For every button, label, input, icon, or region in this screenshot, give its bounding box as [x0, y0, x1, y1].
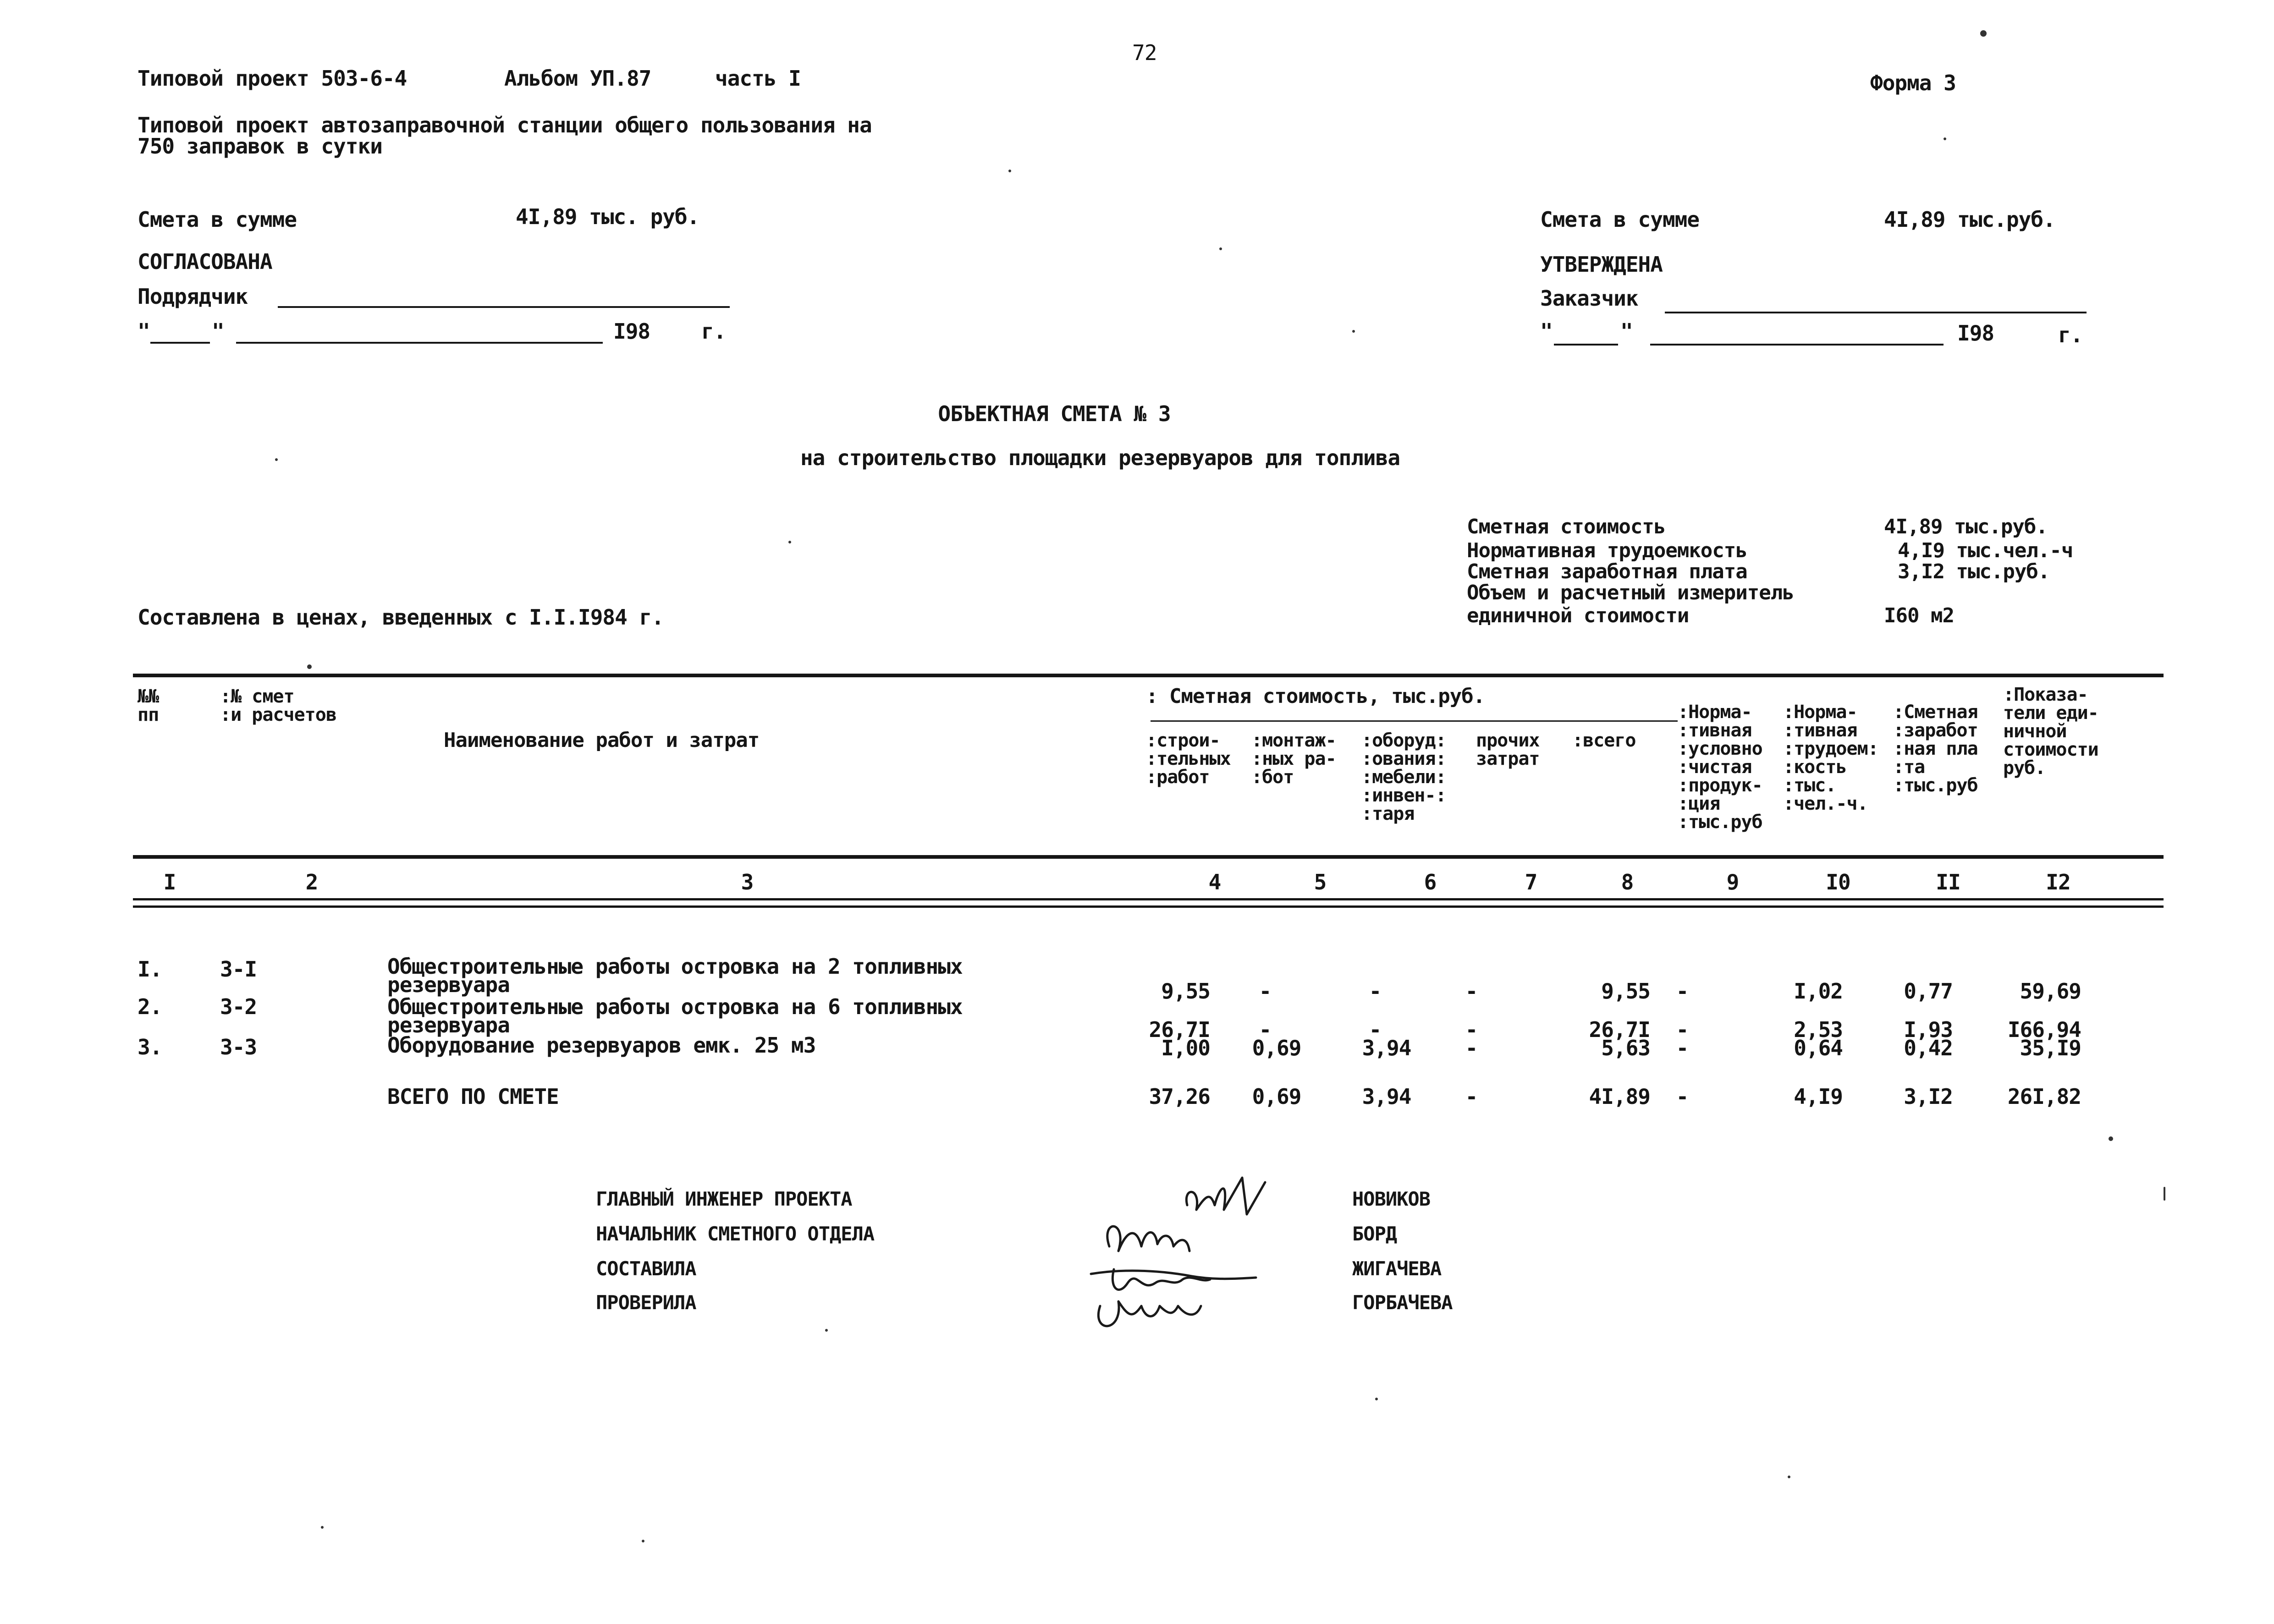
- total-installation: 0,69: [1252, 1084, 1301, 1109]
- total-wages: 3,I2: [1904, 1084, 1953, 1109]
- header-cost-group: : Сметная стоимость, тыс.руб.: [1146, 685, 1485, 708]
- speck: [2164, 1187, 2165, 1201]
- left-quote-open: ": [138, 319, 150, 344]
- right-quote-close: ": [1620, 319, 1633, 344]
- total-net-output: -: [1676, 1084, 1689, 1109]
- column-number: I0: [1826, 870, 1850, 894]
- column-number: 6: [1424, 870, 1437, 894]
- row-work-name-cont: резервуара: [387, 1013, 510, 1037]
- left-sum-label: Смета в сумме: [138, 207, 297, 232]
- column-number: I2: [2046, 870, 2070, 894]
- row-wages: I,93: [1904, 1017, 1953, 1042]
- header-labor: :Норма- :тивная :трудоем: :кость :тыс. :чел.-ч.: [1783, 702, 1878, 814]
- left-month-line: [236, 342, 603, 344]
- row-installation: -: [1259, 1017, 1272, 1042]
- speck: [1219, 247, 1222, 250]
- row-unit-cost: 59,69: [2020, 979, 2081, 1004]
- summary-label: Сметная заработная плата: [1467, 560, 1747, 583]
- row-estimate-ref: 3-2: [220, 994, 257, 1019]
- row-estimate-ref: 3-3: [220, 1035, 257, 1059]
- total-other: -: [1465, 1084, 1478, 1109]
- page-number: 72: [1132, 40, 1157, 65]
- column-number: 5: [1314, 870, 1327, 894]
- agreed-label: СОГЛАСОВАНА: [138, 249, 272, 274]
- header-equipment: :оборуд: :ования: :мебели: :инвен-: :таря: [1361, 730, 1446, 824]
- speck: [1375, 1398, 1378, 1400]
- speck: [788, 541, 791, 543]
- left-quote-close: ": [212, 319, 224, 344]
- signature-role: СОСТАВИЛА: [596, 1257, 696, 1280]
- summary-value: 3,I2 тыс.руб.: [1898, 560, 2050, 583]
- document-title: ОБЪЕКТНАЯ СМЕТА № 3: [938, 401, 1171, 426]
- header-construction: :строи- :тельных :работ: [1146, 730, 1231, 788]
- summary-value: I60 м2: [1884, 604, 1954, 627]
- summary-value: 4,I9 тыс.чел.-ч: [1898, 539, 2073, 562]
- row-installation: 0,69: [1252, 1036, 1301, 1060]
- header-row-number: №№ пп: [138, 686, 159, 725]
- row-labor: 0,64: [1794, 1036, 1843, 1060]
- signature-name: ГОРБАЧЕВА: [1352, 1291, 1453, 1314]
- row-labor: 2,53: [1794, 1017, 1843, 1042]
- signature-role: ПРОВЕРИЛА: [596, 1291, 696, 1314]
- speck: [275, 458, 278, 461]
- prices-note: Составлена в ценах, введенных с I.I.I984 г.: [138, 605, 664, 630]
- row-number: I.: [138, 957, 162, 982]
- row-net-output: -: [1676, 979, 1689, 1004]
- header-work-name: Наименование работ и затрат: [444, 729, 760, 752]
- left-year: I98: [613, 319, 650, 344]
- column-number: 2: [305, 870, 318, 894]
- column-number: 9: [1726, 870, 1739, 894]
- summary-label: единичной стоимости: [1467, 604, 1689, 627]
- header-installation: :монтаж- :ных ра- :бот: [1251, 730, 1336, 788]
- left-day-line: [150, 342, 210, 344]
- column-number: 7: [1525, 870, 1537, 894]
- left-year-suffix: г.: [701, 319, 726, 344]
- row-other: -: [1465, 979, 1478, 1004]
- row-estimate-ref: 3-I: [220, 957, 257, 982]
- summary-label: Объем и расчетный измеритель: [1467, 581, 1794, 604]
- total-label: ВСЕГО ПО СМЕТЕ: [387, 1084, 559, 1109]
- table-top-rule: [133, 674, 2164, 677]
- row-unit-cost: I66,94: [2007, 1017, 2081, 1042]
- row-other: -: [1465, 1017, 1478, 1042]
- summary-label: Сметная стоимость: [1467, 515, 1666, 538]
- row-work-name-cont: резервуара: [387, 972, 510, 997]
- header-unit-cost: :Показа- тели еди- ничной стоимости руб.: [2003, 684, 2098, 779]
- project-line: Типовой проект 503-6-4: [138, 66, 407, 91]
- row-equipment: -: [1369, 1017, 1382, 1042]
- right-sum-label: Смета в сумме: [1540, 207, 1700, 232]
- row-wages: 0,77: [1904, 979, 1953, 1004]
- approved-label: УТВЕРЖДЕНА: [1540, 252, 1663, 277]
- column-number: 4: [1208, 870, 1221, 894]
- signature-name: НОВИКОВ: [1352, 1188, 1431, 1210]
- row-number: 2.: [138, 994, 162, 1019]
- row-total: 5,63: [1601, 1036, 1650, 1060]
- project-title-line-1: Типовой проект автозаправочной станции общего пользования на: [138, 113, 872, 137]
- signature-role: ГЛАВНЫЙ ИНЖЕНЕР ПРОЕКТА: [596, 1188, 852, 1210]
- right-year: I98: [1957, 321, 1994, 346]
- part-label: часть I: [715, 66, 801, 91]
- header-estimate-ref: :№ смет :и расчетов: [220, 686, 336, 725]
- row-total: 9,55: [1601, 979, 1650, 1004]
- form-label: Форма 3: [1870, 71, 1956, 95]
- right-day-line: [1554, 344, 1618, 346]
- speck: [642, 1540, 644, 1542]
- total-construction: 37,26: [1149, 1084, 1210, 1109]
- contractor-signature-line: [278, 306, 730, 308]
- customer-signature-line: [1665, 312, 2087, 313]
- row-wages: 0,42: [1904, 1036, 1953, 1060]
- row-unit-cost: 35,I9: [2020, 1036, 2081, 1060]
- handwritten-signatures: [1063, 1159, 1348, 1361]
- left-sum-value: 4I,89 тыс. руб.: [516, 204, 699, 229]
- row-labor: I,02: [1794, 979, 1843, 1004]
- header-wages: :Сметная :заработ :ная пла :та :тыс.руб: [1893, 702, 1978, 796]
- speck: [1788, 1476, 1790, 1478]
- document-subtitle: на строительство площадки резервуаров для топлива: [800, 445, 1400, 470]
- cost-group-rule: [1151, 720, 1678, 722]
- header-total: :всего: [1572, 730, 1636, 751]
- total-labor: 4,I9: [1794, 1084, 1843, 1109]
- speck: [825, 1329, 828, 1332]
- row-number: 3.: [138, 1035, 162, 1059]
- row-construction: 9,55: [1161, 979, 1210, 1004]
- speck: [321, 1526, 324, 1529]
- project-title-line-2: 750 заправок в сутки: [138, 134, 382, 159]
- header-net-output: :Норма- :тивная :условно :чистая :продук- :ция :тыс.руб: [1678, 702, 1762, 833]
- row-net-output: -: [1676, 1036, 1689, 1060]
- col-numbers-rule-2: [133, 905, 2164, 908]
- column-number: 3: [741, 870, 754, 894]
- speck: [2109, 1136, 2113, 1141]
- signature-name: ЖИГАЧЕВА: [1352, 1257, 1442, 1280]
- row-equipment: -: [1369, 979, 1382, 1004]
- speck: [307, 664, 312, 669]
- signature-role: НАЧАЛЬНИК СМЕТНОГО ОТДЕЛА: [596, 1223, 875, 1245]
- total-equipment: 3,94: [1362, 1084, 1411, 1109]
- customer-label: Заказчик: [1540, 286, 1638, 311]
- header-other: прочих затрат: [1476, 730, 1540, 769]
- row-other: -: [1465, 1036, 1478, 1060]
- speck: [1352, 330, 1355, 333]
- row-work-name: Оборудование резервуаров емк. 25 м3: [387, 1033, 816, 1058]
- signature-name: БОРД: [1352, 1223, 1397, 1245]
- row-construction: I,00: [1161, 1036, 1210, 1060]
- row-work-name: Общестроительные работы островка на 6 топливных: [387, 994, 963, 1019]
- right-year-suffix: г.: [2058, 323, 2083, 347]
- album-label: Альбом УП.87: [504, 66, 651, 91]
- row-installation: -: [1259, 979, 1272, 1004]
- column-number: 8: [1621, 870, 1634, 894]
- row-construction: 26,7I: [1149, 1017, 1210, 1042]
- summary-value: 4I,89 тыс.руб.: [1884, 515, 2048, 538]
- right-month-line: [1650, 344, 1944, 346]
- row-work-name: Общестроительные работы островка на 2 топливных: [387, 954, 963, 979]
- right-sum-value: 4I,89 тыс.руб.: [1884, 207, 2055, 232]
- speck: [1944, 137, 1946, 140]
- summary-label: Нормативная трудоемкость: [1467, 539, 1747, 562]
- speck: [1980, 30, 1987, 37]
- row-equipment: 3,94: [1362, 1036, 1411, 1060]
- right-quote-open: ": [1540, 319, 1553, 344]
- col-numbers-rule-1: [133, 898, 2164, 900]
- total-unit-cost: 26I,82: [2007, 1084, 2081, 1109]
- total-total: 4I,89: [1589, 1084, 1650, 1109]
- contractor-label: Подрядчик: [138, 284, 248, 309]
- speck: [1008, 170, 1011, 172]
- header-bottom-rule: [133, 855, 2164, 859]
- column-number: I: [163, 870, 176, 894]
- row-net-output: -: [1676, 1017, 1689, 1042]
- row-total: 26,7I: [1589, 1017, 1650, 1042]
- column-number: II: [1936, 870, 1960, 894]
